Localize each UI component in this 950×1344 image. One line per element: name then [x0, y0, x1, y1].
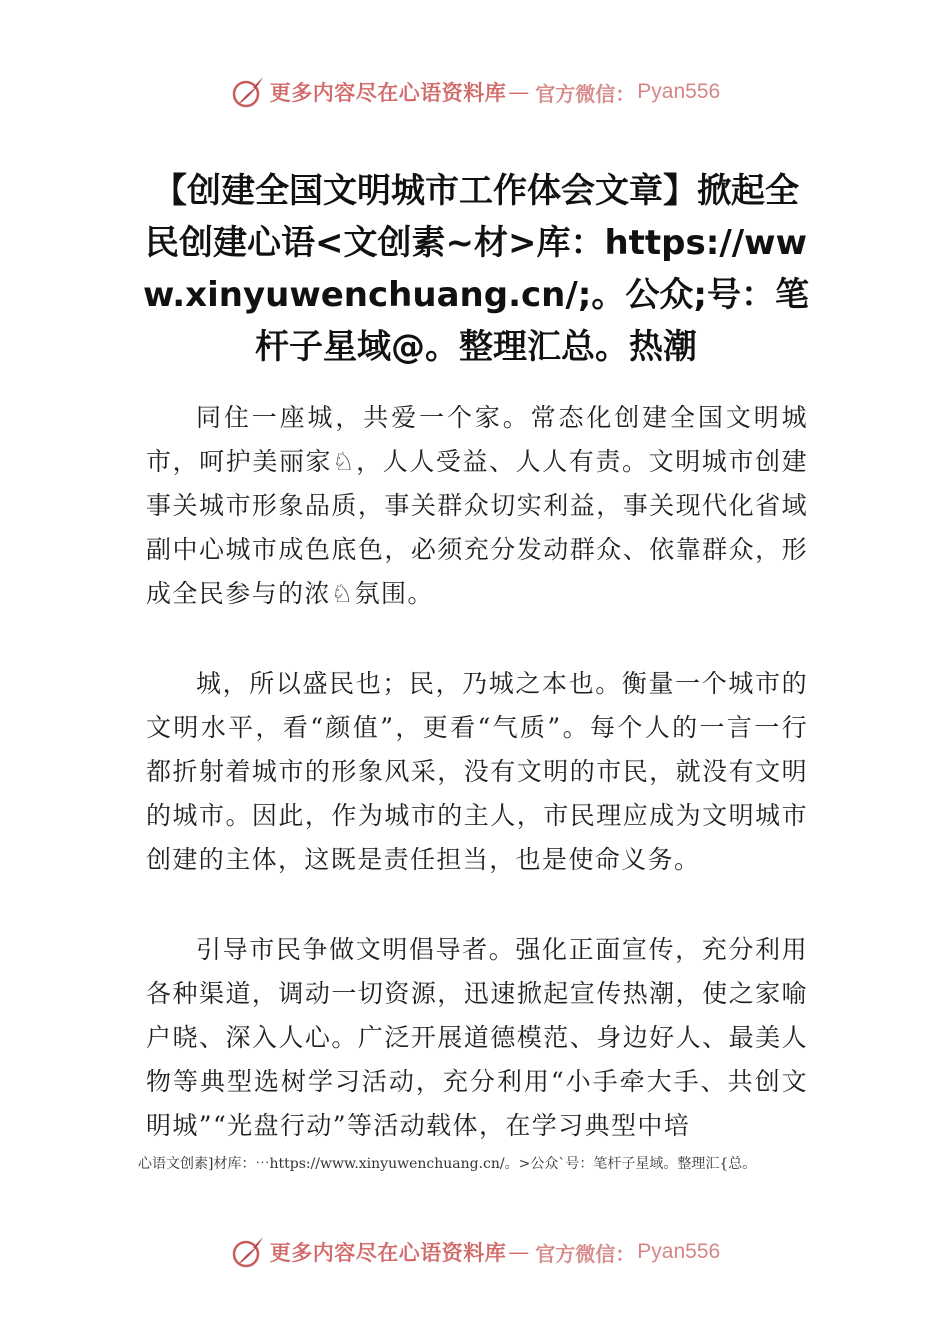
banner-separator: — [508, 80, 530, 104]
banner-wechat-label: 官方微信： [535, 1241, 636, 1266]
paragraph-2-block [146, 662, 808, 882]
banner-wechat-label: 官方微信： [535, 81, 636, 106]
quill-logo-icon [230, 74, 266, 110]
banner-text: 更多内容尽在心语资料库 [269, 1240, 507, 1265]
paragraph: 引导市民争做文明倡导者。强化正面宣传，充分利用各种渠道，调动一切资源，迅速掀起宣传热潮，使之家喻户晓、深入人心。广泛开展道德模范、身边好人、最美人物等典型选树学习活动，充分利用“小手牵大手、共创文明城”“光盘行动”等活动载体，在学习典型中培 [146, 935, 808, 1140]
paragraph-3-block [146, 928, 808, 1148]
footer-banner [0, 1232, 950, 1272]
banner-wechat-id: Pyan556 [637, 1240, 721, 1263]
document-title: 【创建全国文明城市工作体会文章】掀起全民创建心语<文创素~材>库：https://www.xinyuwenchuang.cn/;。公众;号：笔杆子星域@。整理汇总。热潮 [143, 171, 809, 367]
paragraph: 同住一座城，共爱一个家。常态化创建全国文明城市，呵护美丽家♘，人人受益、人人有责。文明城市创建事关城市形象品质，事关群众切实利益，事关现代化省域副中心城市成色底色，必须充分发动群众、依靠群众，形成全民参与的浓♘氛围。 [146, 403, 808, 608]
footnote: 心语文创素]材库：⋯https://www.xinyuwenchuang.cn/。>公众`号：笔杆子星域。整理汇{总。 [138, 1156, 757, 1172]
paragraph-1-block [146, 396, 808, 616]
banner-wechat-id: Pyan556 [637, 80, 721, 103]
banner-text: 更多内容尽在心语资料库 [269, 80, 507, 105]
header-banner [0, 72, 950, 112]
paragraph: 城，所以盛民也；民，乃城之本也。衡量一个城市的文明水平，看“颜值”，更看“气质”。每个人的一言一行都折射着城市的形象风采，没有文明的市民，就没有文明的城市。因此，作为城市的主人，市民理应成为文明城市创建的主体，这既是责任担当，也是使命义务。 [146, 669, 808, 874]
banner-separator: — [508, 1240, 530, 1264]
quill-logo-icon [230, 1234, 266, 1270]
